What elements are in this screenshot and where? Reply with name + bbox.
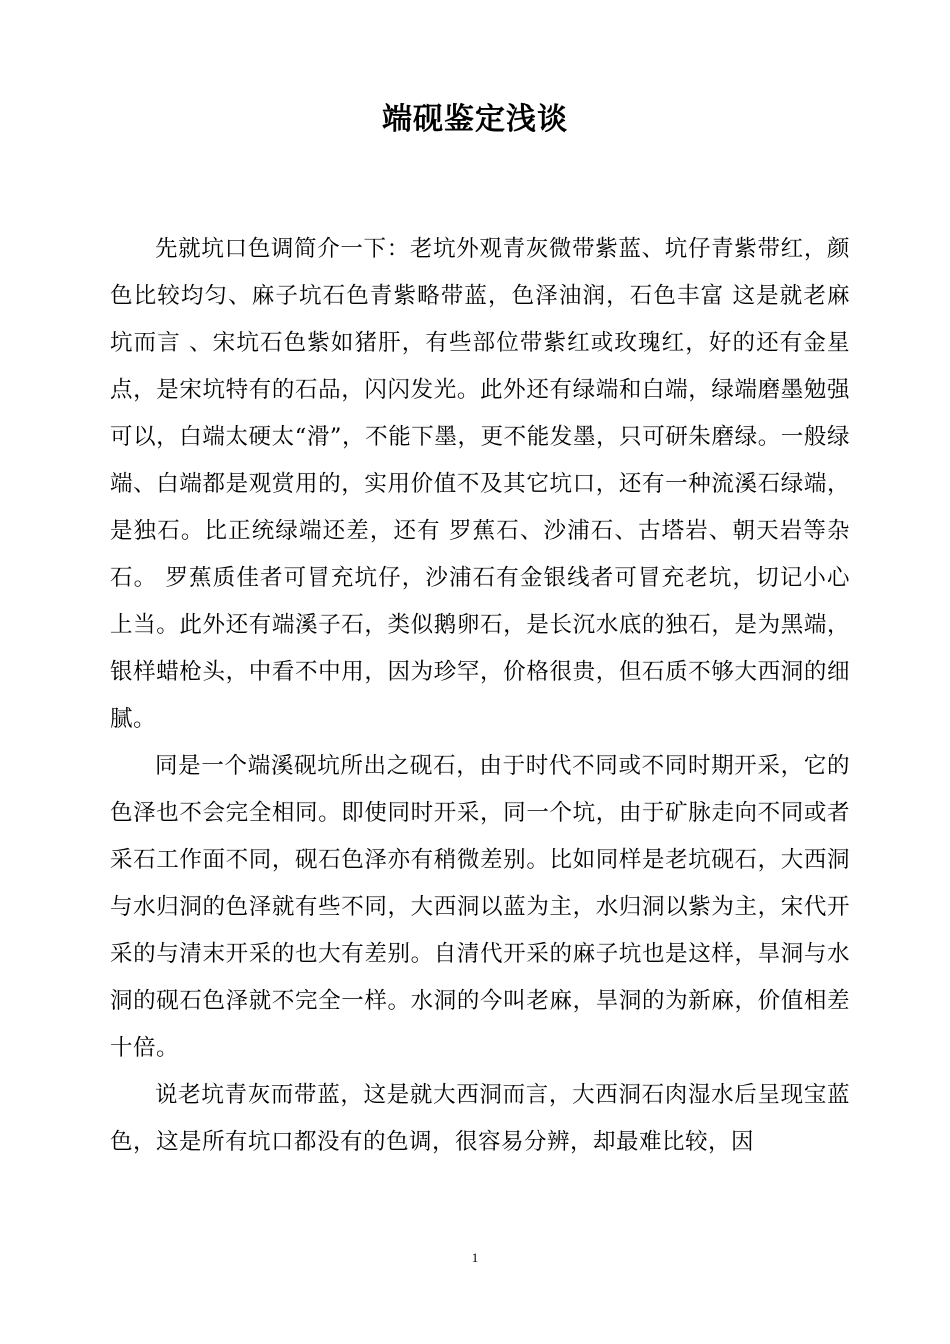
paragraph-3: 说老坑青灰而带蓝，这是就大西洞而言，大西洞石肉湿水后呈现宝蓝色，这是所有坑口都没有的色调，很容易分辨，却最难比较，因 (110, 1082, 850, 1155)
document-title: 端砚鉴定浅谈 (382, 102, 568, 137)
paragraph-2: 同是一个端溪砚坑所出之砚石，由于时代不同或不同时期开采，它的色泽也不会完全相同。即使同时开采，同一个坑，由于矿脉走向不同或者采石工作面不同，砚石色泽亦有稍微差别。比如同样是老坑砚石，大西洞与水归洞的色泽就有些不同，大西洞以蓝为主，水归洞以紫为主，宋代开采的与清末开采的也大有差别。自清代开采的麻子坑也是这样，旱洞与水洞的砚石色泽就不完全一样。水洞的今叫老麻，旱洞的为新麻，价值相差十倍。 (110, 753, 850, 1061)
paragraph-1: 先就坑口色调简介一下：老坑外观青灰微带紫蓝、坑仔青紫带红，颜色比较均匀、麻子坑石色青紫略带蓝，色泽油润，石色丰富 这是就老麻坑而言 、宋坑石色紫如猪肝，有些部位带紫红或玫瑰红，好的还有金星点，是宋坑特有的石品，闪闪发光。此外还有绿端和白端，绿端磨墨勉强可以，白端太硬太“滑”，不能下墨，更不能发墨，只可研朱磨绿。一般绿端、白端都是观赏用的，实用价值不及其它坑口，还有一种流溪石绿端，是独石。比正统绿端还差，还有 罗蕉石、沙浦石、古塔岩、朝天岩等杂石。 罗蕉质佳者可冒充坑仔，沙浦石有金银线者可冒充老坑，切记小心上当。此外还有端溪子石，类似鹅卵石，是长沉水底的独石，是为黑端，银样蜡枪头，中看不中用，因为珍罕，价格很贵，但石质不够大西洞的细腻。 (110, 236, 850, 732)
page-number: 1 (471, 1250, 479, 1265)
document-body (110, 226, 850, 1166)
